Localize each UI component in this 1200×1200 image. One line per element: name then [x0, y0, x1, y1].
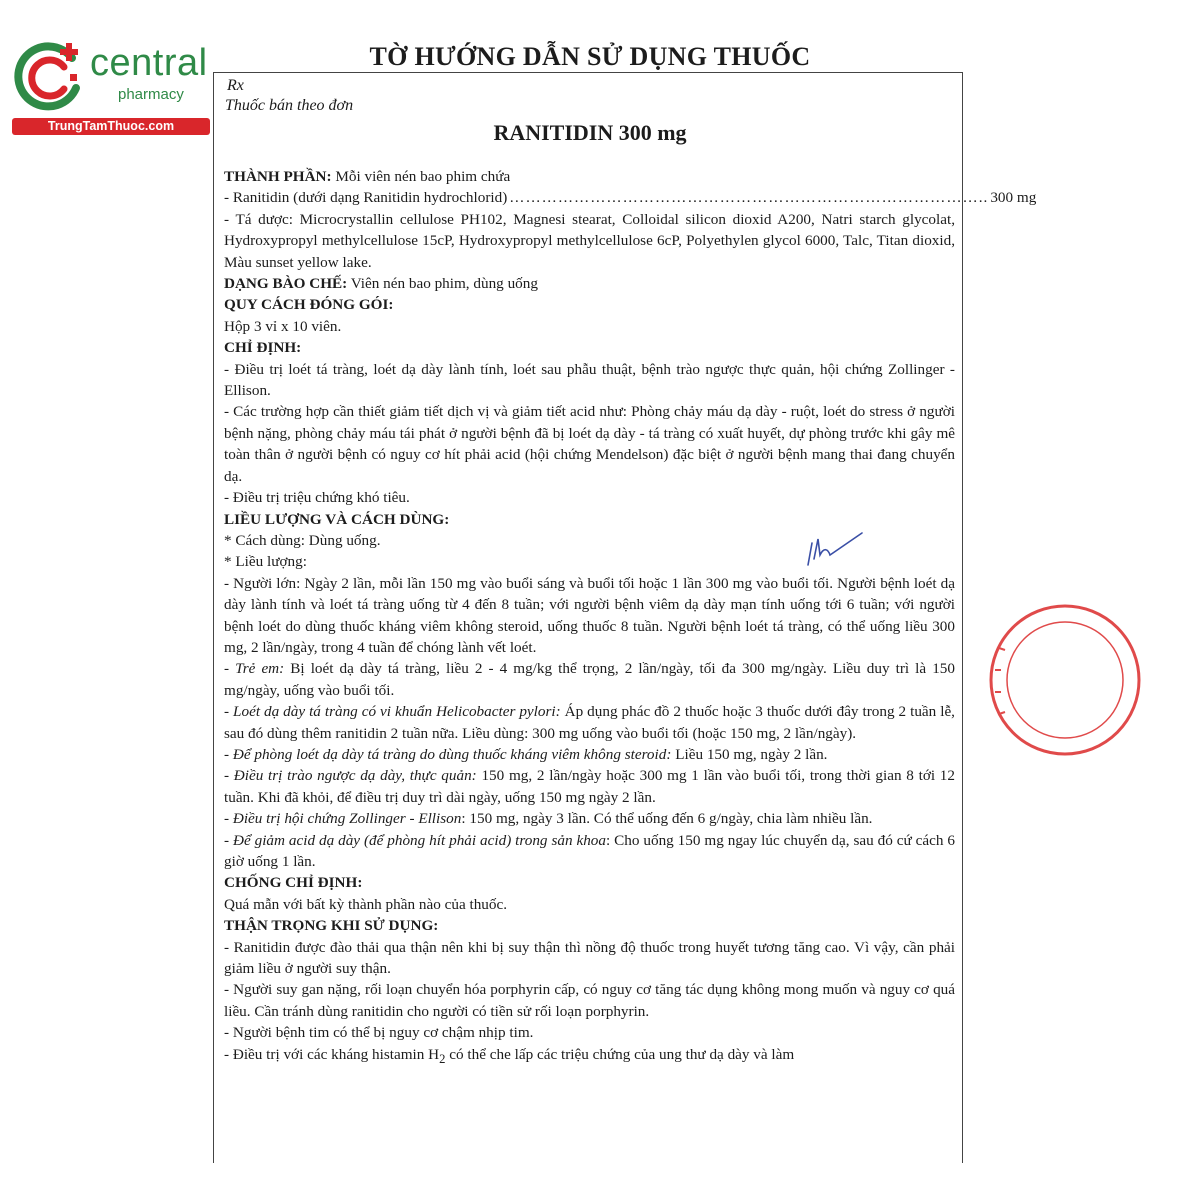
ingredient-name: - Ranitidin (dưới dạng Ranitidin hydrochlorid)	[224, 189, 508, 207]
dosage-form: Viên nén bao phim, dùng uống	[347, 275, 538, 293]
section-heading: THẬN TRỌNG KHI SỬ DỤNG:	[224, 917, 439, 935]
section-heading: CHỐNG CHỈ ĐỊNH:	[224, 874, 363, 892]
dosage-child	[224, 658, 955, 701]
contraindication: Quá mẫn với bất kỳ thành phần nào của thuốc.	[224, 895, 508, 913]
dosage-text: : 150 mg, ngày 3 lần. Có thể uống đến 6 g/ngày, chia làm nhiều lần.	[461, 810, 873, 828]
section-heading: QUY CÁCH ĐÓNG GÓI:	[224, 296, 394, 314]
signature-icon	[800, 525, 870, 573]
section-heading: LIỀU LƯỢNG VÀ CÁCH DÙNG:	[224, 510, 450, 528]
precaution-text: có thể che lấp các triệu chứng của ung thư dạ dày và làm	[445, 1045, 795, 1063]
section-heading: DẠNG BÀO CHẾ:	[224, 275, 348, 293]
dosage-heading: * Liều lượng:	[224, 553, 307, 571]
central-pharmacy-logo-icon	[10, 38, 90, 118]
dosage-label: - Để phòng loét dạ dày tá tràng do dùng thuốc kháng viêm không steroid:	[224, 745, 672, 763]
dosage-nsaid	[224, 744, 955, 765]
ingredient-amount: 300 mg	[990, 189, 1037, 207]
ingredient-row	[224, 187, 1037, 208]
brand-subtitle: pharmacy	[118, 86, 184, 103]
packaging: Hộp 3 vỉ x 10 viên.	[224, 317, 342, 335]
dosage-obstetrics	[224, 830, 955, 873]
composition-heading-line	[224, 166, 955, 187]
dosage-label: - Điều trị hội chứng Zollinger - Ellison	[224, 810, 462, 828]
product-name: RANITIDIN 300 mg	[493, 120, 687, 145]
precaution-item: - Người bệnh tim có thể bị nguy cơ chậm nhịp tim.	[224, 1024, 534, 1042]
precaution-item: - Ranitidin được đào thải qua thận nên khi bị suy thận thì nồng độ thuốc trong huyết tương tăng cao. Vì vậy, cần phải giảm liều ở người suy thận.	[224, 938, 955, 978]
section-heading: CHỈ ĐỊNH:	[224, 339, 302, 357]
dosage-text: Áp dụng phác đồ 2 thuốc hoặc 3 thuốc dưới đây trong 2 tuần lễ, sau đó dùng thêm ranitidin 2 tuần nữa. Liều dùng: 300 mg uống vào buổi tối (hoặc 150 mg, 2 lần/ngày).	[224, 703, 955, 742]
rx-label: Rx	[227, 77, 244, 94]
dosage-label: - Trẻ em:	[224, 660, 285, 678]
prescription-note: Thuốc bán theo đơn	[225, 97, 354, 114]
dosage-text: Liều 150 mg, ngày 2 lần.	[671, 745, 828, 763]
dosage-form-line	[224, 273, 955, 294]
dosage-text: 150 mg, 2 lần/ngày hoặc 300 mg 1 lần vào buổi tối, trong thời gian 8 tới 12 tuần. Khi đã khỏi, để điều trị duy trì dài ngày, uống 150 mg ngày 2 lần.	[224, 767, 955, 806]
brand-name: central	[90, 42, 208, 84]
indication-item: - Điều trị triệu chứng khó tiêu.	[224, 489, 410, 507]
usage: * Cách dùng: Dùng uống.	[224, 531, 381, 549]
leaflet-content	[224, 166, 1037, 1070]
dosage-label: - Loét dạ dày tá tràng có vi khuẩn Helicobacter pylori:	[224, 703, 561, 721]
precaution-text: - Điều trị với các kháng histamin H	[224, 1045, 440, 1063]
indication-item: - Điều trị loét tá tràng, loét dạ dày lành tính, loét sau phẫu thuật, bệnh trào ngược thực quản, hội chứng Zollinger - Ellison.	[224, 360, 955, 400]
precaution-item	[224, 1044, 955, 1070]
composition-intro: Mỗi viên nén bao phim chứa	[331, 168, 511, 185]
dosage-text: : Cho uống 150 mg ngay lúc chuyển dạ, sau đó cứ cách 6 giờ uống 1 lần.	[224, 831, 955, 870]
dosage-text: Bị loét dạ dày tá tràng, liều 2 - 4 mg/kg thể trọng, 2 lần/ngày, tối đa 300 mg/ngày. Liều duy trì là 150 mg/ngày, uống vào buổi tối.	[224, 660, 955, 699]
dosage-adult: - Người lớn: Ngày 2 lần, mỗi lần 150 mg vào buổi sáng và buổi tối hoặc 1 lần 300 mg vào buổi tối. Người bệnh loét dạ dày lành tính và loét tá tràng uống từ 4 đến 8 tuần; với người bệnh viêm dạ dày mạn tính uống tới 6 tuần; với người bệnh loét do dùng thuốc kháng viêm không steroid, uống thuốc 8 tuần. Người bệnh loét tá tràng, có thể uống liều 300 mg, 2 lần/ngày, trong 4 tuần để chóng lành vết loét.	[224, 574, 955, 656]
leader-dots: ……………………………………………………………………………..	[509, 189, 989, 207]
dosage-hpylori	[224, 701, 955, 744]
precaution-item: - Người suy gan nặng, rối loạn chuyển hóa porphyrin cấp, có nguy cơ tăng tác dụng không mong muốn và nguy cơ quá liều. Cần tránh dùng ranitidin cho người có tiền sử rối loạn porphyrin.	[224, 981, 955, 1020]
subscript: 2	[439, 1051, 446, 1066]
document-title: TỜ HƯỚNG DẪN SỬ DỤNG THUỐC	[369, 42, 811, 71]
section-heading: THÀNH PHẦN:	[224, 168, 332, 185]
dosage-zollinger	[224, 808, 955, 829]
stamp-icon	[985, 600, 1025, 760]
dosage-gerd	[224, 765, 955, 808]
excipients: - Tá dược: Microcrystallin cellulose PH102, Magnesi stearat, Colloidal silicon dioxid A200, Natri starch glycolat, Hydroxypropyl methylcellulose 15cP, Hydroxypropyl methylcellulose 6cP, Polyethylen glycol 6000, Talc, Titan dioxid, Màu sunset yellow lake.	[224, 210, 955, 271]
brand-url[interactable]: TrungTamThuoc.com	[12, 118, 210, 135]
indication-item: - Các trường hợp cần thiết giảm tiết dịch vị và giảm tiết acid như: Phòng chảy máu dạ dày - ruột, loét do stress ở người bệnh nặng, phòng chảy máu tái phát ở người bệnh đã bị loét dạ dày - tá tràng có xuất huyết, dự phòng trước khi gây mê toàn thân ở người bệnh có nguy cơ hít phải acid (hội chứng Mendelson) đặc biệt ở người bệnh mang thai đang chuyển dạ.	[224, 403, 955, 485]
dosage-label: - Điều trị trào ngược dạ dày, thực quản:	[224, 767, 477, 785]
dosage-label: - Để giảm acid dạ dày (để phòng hít phải acid) trong sản khoa	[224, 831, 606, 849]
